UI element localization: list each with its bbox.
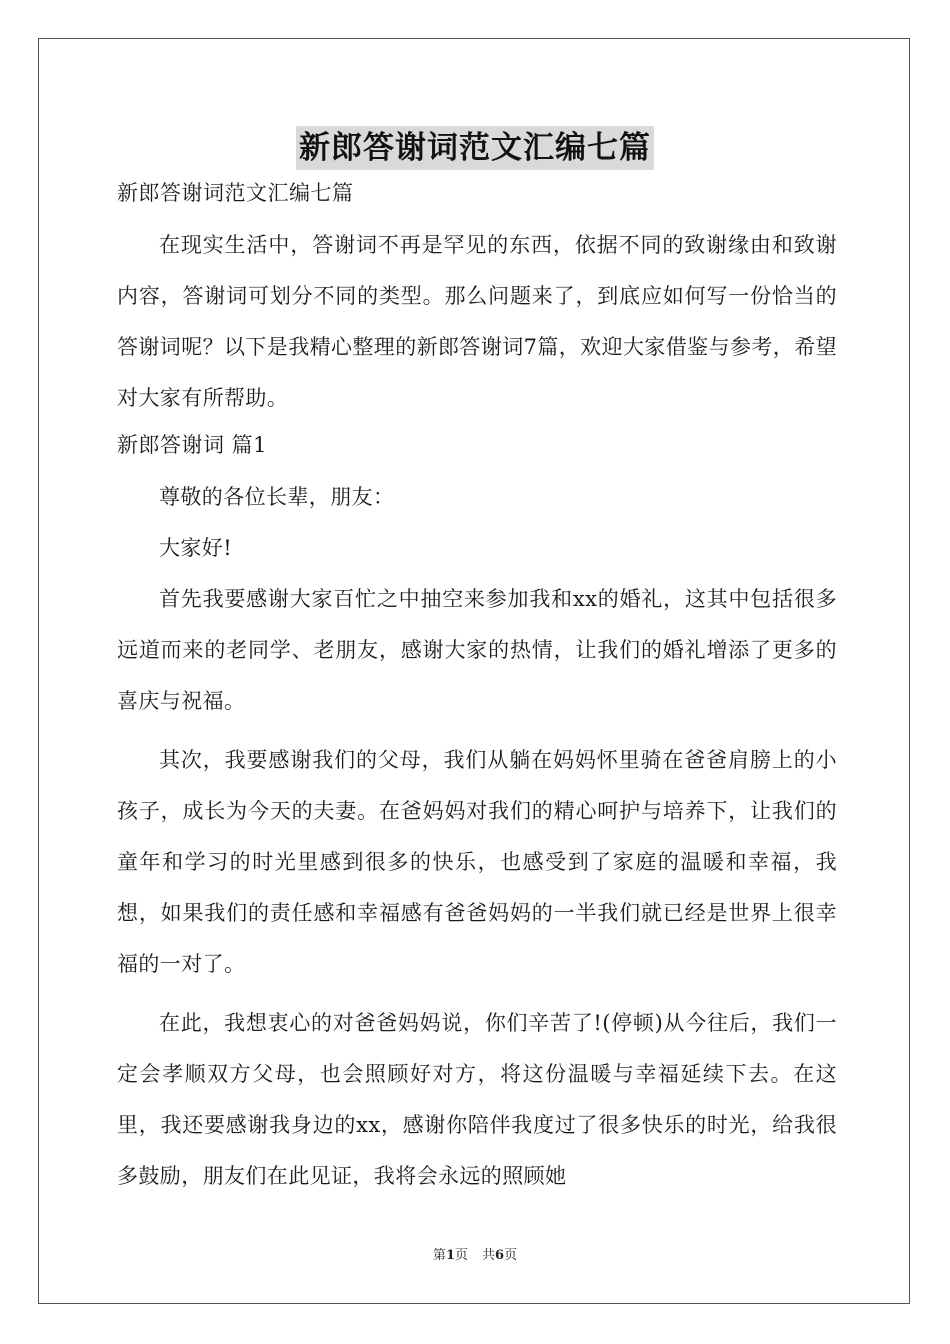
body-paragraph: 其次，我要感谢我们的父母，我们从躺在妈妈怀里骑在爸爸肩膀上的小孩子，成长为今天的夫妻。在爸妈妈对我们的精心呵护与培养下，让我们的童年和学习的时光里感到很多的快乐，也感受到了家庭的温暖和幸福，我想，如果我们的责任感和幸福感有爸爸妈妈的一半我们就已经是世界上很幸福的一对了。 bbox=[117, 748, 837, 976]
body-paragraph: 在此，我想衷心的对爸爸妈妈说，你们辛苦了!(停顿)从今往后，我们一定会孝顺双方父母，也会照顾好对方，将这份温暖与幸福延续下去。在这里，我还要感谢我身边的xx，感谢你陪伴我度过了很多快乐的时光，给我很多鼓励，朋友们在此见证，我将会永远的照顾她 bbox=[117, 1011, 837, 1188]
title-container bbox=[0, 126, 950, 170]
total-pages: 6 bbox=[495, 1248, 505, 1263]
page-suffix: 页 bbox=[454, 1248, 468, 1263]
body-paragraph: 首先我要感谢大家百忙之中抽空来参加我和xx的婚礼，这其中包括很多远道而来的老同学、老朋友，感谢大家的热情，让我们的婚礼增添了更多的喜庆与祝福。 bbox=[117, 587, 837, 713]
greeting-paragraph: 大家好! bbox=[159, 536, 233, 560]
salutation-paragraph: 尊敬的各位长辈，朋友： bbox=[159, 485, 395, 509]
page-footer bbox=[0, 1247, 950, 1265]
total-prefix: 共 bbox=[482, 1248, 496, 1263]
intro-paragraph: 在现实生活中，答谢词不再是罕见的东西，依据不同的致谢缘由和致谢内容，答谢词可划分不同的类型。那么问题来了，到底应如何写一份恰当的答谢词呢？以下是我精心整理的新郎答谢词7篇，欢迎大家借鉴与参考，希望对大家有所帮助。 bbox=[117, 233, 837, 410]
document-body bbox=[117, 178, 837, 1202]
page-number: 1 bbox=[445, 1248, 455, 1263]
document-title: 新郎答谢词范文汇编七篇 bbox=[296, 126, 654, 170]
section-heading: 新郎答谢词 篇1 bbox=[117, 433, 268, 457]
total-suffix: 页 bbox=[504, 1248, 518, 1263]
document-subtitle: 新郎答谢词范文汇编七篇 bbox=[117, 181, 354, 205]
page-prefix: 第 bbox=[432, 1248, 446, 1263]
